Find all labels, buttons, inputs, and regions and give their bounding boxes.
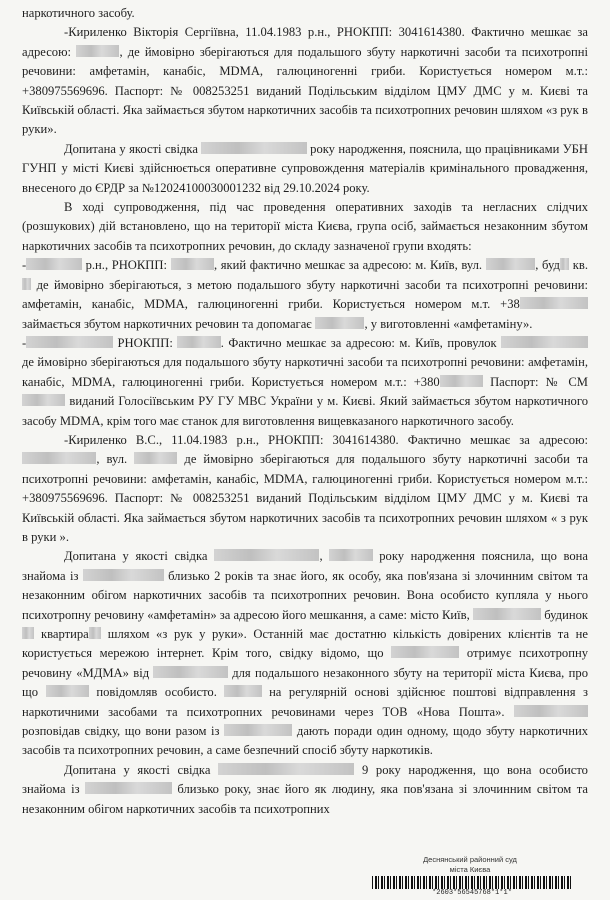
- text-segment: на регулярній основі здійснює поштові відправлення з наркотичними засобами та психотропних речовинами через ТОВ «Нова Пошта».: [22, 685, 588, 719]
- text-segment: , буд: [535, 258, 560, 273]
- text-segment: дають поради один одному, щодо збуту наркотичних засобів та психотропних речовин, а саме безпечний спосіб збуту наркотиків.: [22, 724, 588, 758]
- paragraph-p6: [22, 334, 588, 431]
- text-segment: Допитана у якості свідка: [64, 141, 202, 156]
- text-segment: виданий Голосіївським РУ ГУ МВС України у м. Києві. Який займається збутом наркотичного засобу MDMA, крім того має станок для виготовлення вищевказаного наркотичного засобу.: [22, 394, 588, 428]
- document-body: [22, 4, 588, 819]
- redaction-block: [22, 627, 34, 639]
- redaction-block: [83, 569, 164, 581]
- redaction-block: [22, 452, 96, 464]
- paragraph-p9: [22, 761, 588, 819]
- text-segment: Допитана у якості свідка: [64, 549, 215, 564]
- barcode: [372, 876, 572, 889]
- text-segment: розповідав свідку, що вони разом із: [22, 724, 225, 739]
- redaction-block: [315, 317, 365, 329]
- text-segment: отримує психотропну речовину «МДМА» від: [22, 646, 588, 680]
- redaction-block: [22, 278, 31, 290]
- text-segment: -: [22, 335, 27, 350]
- redaction-block: [501, 336, 588, 348]
- text-segment: року народження, пояснила, що працівниками УБН ГУНП у місті Києві здійснюється оперативне супровождення матеріалів кримінального провадження, внесеного до ЄРДР за №12024100030001232 від 29.10.2024 року.: [22, 141, 588, 195]
- text-segment: , у виготовленні «амфетаміну».: [364, 316, 533, 331]
- text-segment: -Кириленко Вікторія Сергіївна, 11.04.1983 р.н., РНОКПП: 3041614380. Фактично мешкає за адресою:: [22, 25, 588, 59]
- redaction-block: [224, 685, 261, 697]
- redaction-block: [46, 685, 89, 697]
- paragraph-p8: [22, 547, 588, 760]
- text-segment: , вул.: [96, 452, 135, 467]
- text-segment: р.н., РНОКПП:: [82, 258, 171, 273]
- redaction-block: [218, 763, 354, 775]
- barcode-number: *2603*56545768*1*1*: [432, 889, 512, 897]
- redaction-block: [22, 394, 65, 406]
- redaction-block: [440, 375, 483, 387]
- redaction-block: [89, 627, 101, 639]
- redaction-block: [153, 666, 227, 678]
- text-segment: близько року, знає його як людину, яка пов'язана зі злочинним світом та незаконним обігом наркотичних засобів та психотропних: [22, 782, 588, 816]
- text-segment: де ймовірно зберігаються, з метою подальшого збуту наркотичні засоби та психотропні речовини: амфетамін, канабіс, MDMA, галюциногенні гриби. Користується номером м.т. +38: [22, 277, 588, 312]
- redaction-block: [224, 724, 292, 736]
- text-segment: , де ймовірно зберігаються для подальшого збуту наркотичні засоби та психотропні речовини: амфетамін, канабіс, MDMA, галюциногенні гриби. Користується номером м.т.: +380975569696. Паспорт: № 008253251 виданий Подільським відділом ЦМУ ДМС у м. Києві та Київській області. Яка займається збутом наркотичних засобів та психотропних речовин шляхом «з рук в руки».: [22, 44, 589, 137]
- text-segment: В ході супроводження, під час проведення оперативних заходів та негласних слідчих (розшукових) дій встановлено, що на території міста Києва, група осіб, займається незаконним збутом наркотичних засобів та психотропних речовин, до складу зазначеної групи входять:: [22, 200, 588, 253]
- text-segment: , який фактично мешкає за адресою: м. Київ, вул.: [214, 258, 486, 273]
- text-segment: шляхом «з рук у руки». Останній має достатню кількість довірених клієнтів та не користується мережою інтернет. Крім того, свідку відомо, що: [22, 627, 588, 661]
- text-segment: . Фактично мешкає за адресою: м. Київ, провулок: [220, 335, 502, 350]
- paragraph-p4: [22, 198, 588, 256]
- redaction-block: [486, 258, 536, 270]
- text-segment: квартира: [34, 627, 89, 641]
- text-segment: кв.: [569, 258, 588, 273]
- redaction-block: [201, 142, 306, 154]
- paragraph-p7: [22, 431, 588, 547]
- paragraph-p2: [22, 23, 588, 139]
- text-segment: -: [22, 258, 27, 273]
- text-segment: ,: [319, 549, 330, 564]
- redaction-block: [76, 45, 119, 57]
- redaction-block: [391, 646, 459, 658]
- redaction-block: [514, 705, 588, 717]
- text-segment: 9 року народження, що вона особисто знайома із: [22, 762, 588, 797]
- text-segment: для подальшого незаконного збуту на території міста Києва, про що: [22, 665, 588, 700]
- paragraph-p3: [22, 140, 588, 198]
- text-segment: займається збутом наркотичних речовин та допомагає: [22, 316, 315, 331]
- text-segment: де ймовірно зберігаються для подальшого збуту наркотичні засоби та психотропні речовини: амфетамін, канабіс, MDMA, галюциногенні гриби. Користується номером м.т.: +380975569696. Паспорт: № 008253251 виданий Подільським відділом ЦМУ ДМС у м. Києві та Київській області. Яка займається збутом наркотичних засобів та психотропних речовин шляхом « з рук в руки ».: [22, 452, 589, 544]
- paragraph-p1: [22, 4, 588, 23]
- text-segment: року народження пояснила, що вона знайома із: [22, 549, 588, 583]
- redaction-block: [329, 549, 372, 561]
- text-segment: -Кириленко В.С., 11.04.1983 р.н., РНОКПП: 3041614380. Фактично мешкає за адресою:: [64, 432, 588, 447]
- redaction-block: [520, 297, 588, 309]
- text-segment: Паспорт: № СМ: [483, 374, 588, 389]
- redaction-block: [214, 549, 319, 561]
- text-segment: наркотичного засобу.: [22, 6, 135, 20]
- text-segment: де ймовірно зберігаються для подальшого збуту наркотичні засоби та психотропні речовини: амфетамін, канабіс, MDMA, галюциногенні гриби. Користується номером м.т.: +380: [22, 355, 588, 389]
- text-segment: будинок: [541, 607, 588, 622]
- court-name-line1: Деснянський районний суд: [423, 855, 517, 864]
- redaction-block: [85, 782, 172, 794]
- redaction-block: [177, 336, 220, 348]
- text-segment: Допитана у якості свідка: [64, 762, 219, 777]
- court-stamp: [400, 855, 540, 875]
- redaction-block: [171, 258, 214, 270]
- redaction-block: [134, 452, 177, 464]
- court-name-line2: міста Києва: [449, 865, 491, 874]
- redaction-block: [26, 336, 113, 348]
- text-segment: повідомляв особисто.: [88, 685, 225, 700]
- text-segment: РНОКПП:: [113, 335, 178, 350]
- paragraph-p5: [22, 256, 588, 334]
- redaction-block: [560, 258, 569, 270]
- text-segment: близько 2 років та знає його, як особу, яка пов'язана зі злочинним світом та незаконним обігом наркотичних засобів та психотропних речовин. Вона особисто купляла у нього психотропну речовину «амфетамін» за адресою його мешкання, а саме: місто Київ,: [22, 568, 588, 622]
- redaction-block: [473, 608, 541, 620]
- redaction-block: [26, 258, 82, 270]
